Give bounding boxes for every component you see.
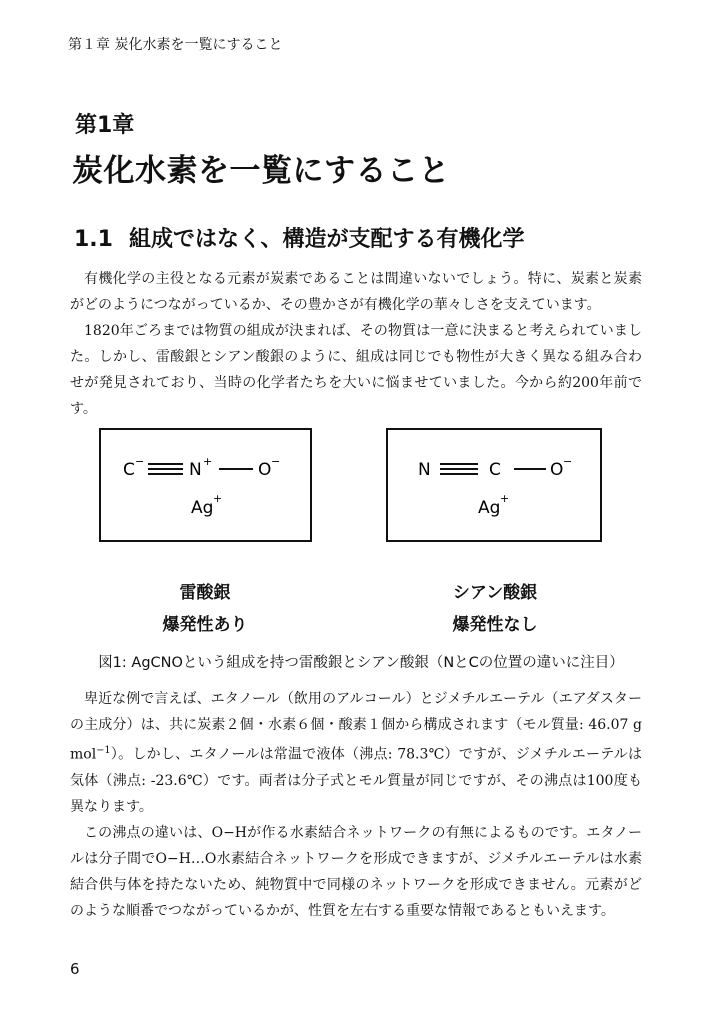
fulminate-formula: [101, 430, 310, 540]
charge-label: −: [271, 455, 281, 468]
running-head: 第１章 炭化水素を一覧にすること: [68, 37, 283, 53]
paragraph: 1820年ごろまでは物質の組成が決まれば、その物質は一意に決まると考えられていました。しかし、雷酸銀とシアン酸銀のように、組成は同じでも物性が大きく異なる組み合わせが発見されており、当時の化学者たちを大いに悩ませていました。今から約200年前です。: [70, 323, 642, 417]
atom-label: O: [550, 460, 564, 480]
atom-label: C: [123, 460, 135, 480]
charge-label: +: [500, 492, 510, 505]
charge-label: +: [203, 455, 213, 468]
intro-paragraphs: [70, 266, 642, 422]
charge-label: +: [213, 492, 223, 505]
charge-label: −: [563, 455, 573, 468]
section-number: 1.1: [74, 227, 113, 252]
section-heading: [74, 222, 525, 253]
compound-name-right: シアン酸銀: [452, 583, 538, 603]
page-number: 6: [70, 960, 80, 978]
section-title: 組成ではなく、構造が支配する有機化学: [128, 227, 525, 252]
chapter-label: 第1章: [75, 113, 135, 138]
cyanate-formula: [388, 430, 600, 540]
counter-ion-label: Ag: [478, 498, 501, 518]
paragraph: 有機化学の主役となる元素が炭素であることは間違いないでしょう。特に、炭素と炭素がどのようにつながっているか、その豊かさが有機化学の華々しさを支えています。: [70, 271, 642, 313]
charge-label: −: [135, 455, 145, 468]
counter-ion-label: Ag: [191, 498, 214, 518]
superscript: −1: [96, 745, 111, 756]
atom-label: N: [189, 460, 202, 480]
silver-fulminate-structure: [99, 428, 312, 542]
chapter-title: 炭化水素を一覧にすること: [72, 153, 450, 189]
paragraph-text: 卑近な例で言えば、エタノール（飲用のアルコール）とジメチルエーテル（エアダスターの主成分）は、共に炭素２個・水素６個・酸素１個から構成されます（モル質量: 46.07 g mol: [70, 691, 642, 763]
atom-label: O: [258, 460, 272, 480]
compound-property-right: 爆発性なし: [452, 615, 538, 635]
atom-label: C: [489, 460, 501, 480]
paragraph: [70, 686, 642, 820]
body-paragraphs: [70, 686, 642, 924]
silver-cyanate-structure: [386, 428, 602, 542]
atom-label: N: [418, 460, 431, 480]
paragraph: この沸点の違いは、O−Hが作る水素結合ネットワークの有無によるものです。エタノールは分子間でO−H…O水素結合ネットワークを形成できますが、ジメチルエーテルは水素結合供与体を持たないため、純物質中で同様のネットワークを形成できません。元素がどのような順番でつながっているかが、性質を左右する重要な情報であるともいえます。: [70, 824, 642, 919]
compound-name-left: 雷酸銀: [179, 583, 231, 603]
figure-caption: 図1: AgCNOという組成を持つ雷酸銀とシアン酸銀（NとCの位置の違いに注目）: [98, 655, 624, 671]
compound-property-left: 爆発性あり: [162, 615, 248, 635]
paragraph-text: ）。しかし、エタノールは常温で液体（沸点: 78.3℃）ですが、ジメチルエーテルは気体（沸点: -23.6℃）です。両者は分子式とモル質量が同じですが、その沸点は100度も異なります。: [70, 746, 642, 815]
